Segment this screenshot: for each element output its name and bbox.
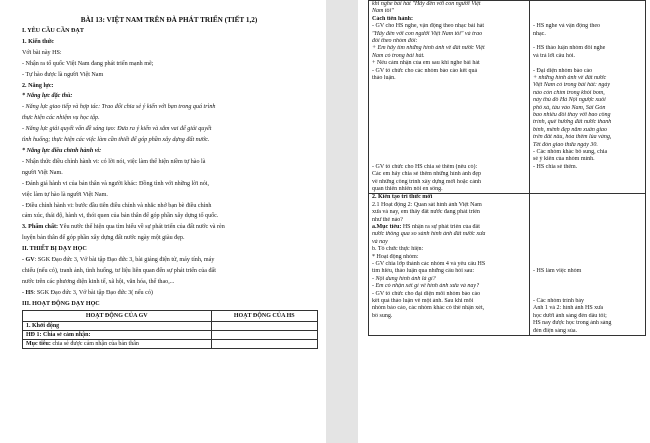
hs-activity-cell — [211, 330, 318, 339]
line-lead: a.Mục tiêu: — [372, 224, 402, 231]
cell-line: + Em hãy tìm những hình ảnh về đất nước Việt — [372, 45, 485, 52]
text-line: luyện bản thân để góp phần xây dựng đất nước ngày một giàu đẹp. — [22, 235, 185, 242]
cell-line: này thủ đô Hà Nội ngược xuôi — [533, 97, 606, 104]
cell-line: bao nhiêu đổi thay với bao công — [533, 112, 611, 119]
cell-line: - GV chia lớp thành các nhóm 4 và yêu cầu HS — [372, 261, 486, 268]
text-line: việc làm tự hào là người Việt Nam. — [22, 191, 108, 198]
text-line: tình huống; thực hiện các việc làm cần thiết để góp phần xây dựng đất nước. — [22, 137, 210, 144]
hs-activity-cell — [530, 194, 646, 336]
text-line: - Năng lực giao tiếp và hợp tác: Trao đổi chia sẻ ý kiến với bạn trong quá trình — [22, 104, 216, 111]
cell-line — [533, 254, 642, 261]
cell-line: Nam tôi" — [372, 8, 394, 15]
text-line: III. HOẠT ĐỘNG DẠY HỌC — [22, 300, 100, 307]
gv-activity-cell — [23, 321, 212, 330]
cell-line — [372, 119, 526, 126]
cell-line — [26, 340, 208, 348]
cell-line: - GV tổ chức cho các nhóm báo cáo kết quả — [372, 67, 478, 74]
text-line: chiếu (nếu có), tranh ảnh, tình huống, tư liệu liên quan đến sự phát triển của đất — [22, 267, 216, 274]
hs-activity-header: HOẠT ĐỘNG CỦA HS — [211, 310, 318, 321]
text-line: - Điều chỉnh hành vi: bước đầu tiên điều chỉnh và nhắc nhở bạn bè điều chỉnh — [22, 202, 212, 209]
cell-line: - Các nhóm khác bổ sung, chia — [533, 149, 608, 156]
cell-line — [533, 202, 642, 209]
table-row — [23, 339, 318, 348]
cell-line: - HS thảo luận nhóm đôi nghe — [533, 45, 606, 52]
cell-line — [372, 149, 526, 156]
cell-line — [533, 239, 642, 246]
cell-line — [533, 38, 642, 45]
text-line: * Năng lực điều chỉnh hành vi: — [22, 147, 102, 154]
cell-line: 2.1 Hoạt động 2: Quan sát hình ảnh Việt Nam — [372, 201, 482, 208]
line-rest: : SGK Đạo đức 3, Vở bài tập Đạo đức 3( nếu có) — [33, 289, 153, 296]
text-line: thực hiện các nhiệm vụ học tập. — [22, 115, 100, 122]
cell-line: nước thông qua so sánh hình ảnh đất nước xưa — [372, 231, 486, 238]
line-rest: : SGK Đạo đức 3, Vở bài tập Đạo đức 3, bài giảng điện tử, máy tính, máy — [34, 257, 215, 264]
cell-line — [372, 97, 526, 104]
cell-line: Việt Nam có trong bài hát: ngày — [533, 82, 610, 89]
cell-line: đèn điện sáng sủa. — [533, 327, 577, 334]
cell-line — [533, 231, 642, 238]
cell-line — [533, 276, 642, 283]
text-line: - Tự hào được là người Việt Nam — [22, 71, 104, 78]
cell-line: Ảnh 1 và 2: hình ảnh HS xưa — [533, 305, 604, 312]
cell-line — [533, 194, 642, 201]
page-gap — [326, 0, 358, 443]
cell-line: - HS chia sẻ thêm. — [533, 163, 578, 170]
text-line — [0, 255, 326, 266]
text-line: cảm xúc, thái độ, hành vi, thói quen của bản thân để góp phần xây dựng tổ quốc. — [22, 213, 219, 220]
cell-line: trình, quê hương đất nước thanh — [533, 119, 612, 126]
cell-line — [533, 209, 642, 216]
cell-line: tìm hiểu, thảo luận qua những câu hỏi sau: — [372, 268, 475, 275]
cell-line: - Em có nhận xét gì về hình ảnh xưa và nay? — [372, 283, 480, 290]
cell-line: + những hình ảnh về đất nước — [533, 74, 607, 81]
cell-line: quan thiên nhiên nổi en sống. — [372, 185, 443, 192]
lesson-title: BÀI 13: VIỆT NAM TRÊN ĐÀ PHÁT TRIỂN (TIẾT 1,2) — [80, 16, 258, 24]
cell-line — [533, 290, 642, 297]
cell-line: như thế nào? — [372, 216, 403, 223]
cell-line — [372, 90, 526, 97]
cell-line: + Nêu cảm nhận của em sau khi nghe bài hát — [372, 60, 480, 67]
cell-line — [372, 105, 526, 112]
activity-table-header — [22, 310, 318, 349]
cell-line — [372, 134, 526, 141]
text-line: II. THIẾT BỊ DẠY HỌC — [22, 246, 87, 253]
cell-line: về những công trình xây dựng mới hoặc cảnh — [372, 178, 481, 185]
text-line: - Nhận thức điều chỉnh hành vi: có lời nói, việc làm thể hiện niềm tự hào là — [22, 158, 206, 165]
cell-line: trên đất nâu, hòa thêm lúa vàng, — [533, 134, 612, 141]
cell-line: và nay — [372, 238, 388, 245]
cell-line — [533, 224, 642, 231]
cell-line: Nam có trong bài hát. — [372, 52, 425, 59]
hs-activity-cell — [211, 339, 318, 348]
hs-activity-cell — [530, 1, 646, 194]
text-line — [0, 222, 326, 233]
cell-line: bình, mênh đẹp nắm xuân giao — [533, 126, 607, 133]
table-row — [23, 330, 318, 339]
text-line: - Nhận ra tổ quốc Việt Nam đang phát triển mạnh mẽ; — [22, 60, 154, 67]
cell-line — [533, 246, 642, 253]
cell-line: - Nội dung hình ảnh là gì? — [372, 275, 436, 282]
cell-line — [533, 283, 642, 290]
cell-line: khi nghe bài hát "Hãy đến với con người Việt — [372, 1, 481, 7]
activity-table-continued — [368, 0, 646, 336]
gv-activity-cell — [369, 1, 530, 194]
gv-activity-header: HOẠT ĐỘNG CỦA GV — [23, 310, 212, 321]
cell-line: - GV cho HS nghe, vận động theo nhạc bài hát — [372, 23, 485, 30]
text-line: - Đánh giá hành vi của bản thân và người khác: Đồng tình với những lời nói, — [22, 180, 210, 187]
line-lead: - GV — [22, 257, 35, 264]
line-rest: Yêu nước thể hiện qua tìm hiểu về sự phát triển của đất nước và rèn — [58, 224, 225, 231]
cell-line — [372, 156, 526, 163]
table-row — [23, 321, 318, 330]
cell-line — [372, 127, 526, 134]
cell-line: Các em hãy chia sẻ thêm những hình ảnh đẹp — [372, 171, 482, 178]
line-lead: Mục tiêu: — [26, 340, 51, 347]
gv-activity-cell — [23, 330, 212, 339]
cell-line — [372, 82, 526, 89]
cell-line: - GV tổ chức cho đại diện mỗi nhóm báo cáo — [372, 290, 481, 297]
cell-line: đổi theo nhóm đôi: — [372, 38, 418, 45]
text-line: 2. Năng lực: — [22, 82, 54, 89]
cell-line — [533, 16, 642, 23]
line-lead: - HS — [22, 289, 34, 296]
text-line: người Việt Nam. — [22, 169, 63, 176]
table-row — [369, 1, 646, 194]
lesson-plan-body — [0, 26, 326, 310]
cell-line: - HS làm việc nhóm — [533, 268, 582, 275]
gv-activity-cell — [23, 339, 212, 348]
cell-line: và trả lời câu hỏi. — [533, 52, 575, 59]
text-line: I. YÊU CẦU CẦN ĐẠT — [22, 28, 84, 34]
text-line: nước trên các phương diện kinh tế, xã hội, văn hóa, thể thao,... — [22, 278, 175, 285]
cell-line — [372, 112, 526, 119]
gv-activity-cell — [369, 194, 530, 336]
cell-line: nhạc. — [533, 30, 546, 37]
cell-line: kết quả thảo luận về một ảnh. Sau khi mỗi — [372, 298, 474, 305]
cell-line: * Hoạt động nhóm: — [372, 253, 419, 260]
line-rest: chia sẻ được cảm nhận của bản thân — [50, 340, 139, 347]
text-line: * Năng lực đặc thù: — [22, 93, 73, 100]
text-line — [0, 288, 326, 299]
cell-line: 2. Kiến tạo tri thức mới — [372, 194, 433, 201]
cell-line: b. Tổ chức thực hiện: — [372, 246, 424, 253]
cell-line: sẻ ý kiến của nhóm mình. — [533, 156, 595, 163]
table-row — [369, 194, 646, 336]
cell-line: nào còn chìm trong khói bom, — [533, 89, 605, 96]
cell-line — [533, 8, 642, 15]
hs-activity-cell — [211, 321, 318, 330]
cell-line: Cách tiến hành: — [372, 15, 414, 22]
line-lead: 3. Phẩm chất: — [22, 224, 59, 231]
cell-line: - GV tổ chức cho HS chia sẻ thêm (nếu có): — [372, 163, 478, 170]
cell-line — [533, 1, 642, 8]
cell-line: nhóm báo cáo, các nhóm khác có thể nhận xét, — [372, 305, 485, 312]
cell-line — [372, 224, 526, 231]
cell-line: 1. Khởi động — [26, 322, 60, 329]
line-rest: HS nhận ra sự phát triển của đất — [401, 224, 480, 231]
cell-line: xưa và nay, em thấy đất nước đang phát triển — [372, 209, 480, 216]
right-page — [358, 0, 650, 443]
cell-line: - HS nghe và vận động theo — [533, 23, 600, 30]
text-line: - Năng lực giải quyết vấn đề sáng tạo: Đưa ra ý kiến và sắm vai để giải quyết — [22, 126, 212, 133]
cell-line: - Đại diện nhóm báo cáo — [533, 67, 593, 74]
text-line: Với bài này HS: — [22, 49, 62, 56]
cell-line: thảo luận. — [372, 75, 396, 82]
cell-line: Tết đón giao thừa ngày 30. — [533, 141, 598, 148]
cell-line — [372, 142, 526, 149]
cell-line: HĐ 1: Chia sẻ cảm nhận: — [26, 331, 91, 338]
cell-line — [533, 261, 642, 268]
cell-line: HS nay được học trong ánh sáng — [533, 320, 612, 327]
cell-line: học dưới ánh sáng đèn dầu tối; — [533, 312, 607, 319]
text-line: 1. Kiến thức — [22, 38, 54, 45]
cell-line: - Các nhóm trình bày — [533, 297, 584, 304]
cell-line — [533, 60, 642, 67]
cell-line: phố xá, tàu vào Nam, Sài Gòn — [533, 104, 606, 111]
cell-line — [533, 217, 642, 224]
cell-line: "Hãy đến với con người Việt Nam tôi" và trao — [372, 30, 483, 37]
cell-line: bổ sung. — [372, 312, 393, 319]
